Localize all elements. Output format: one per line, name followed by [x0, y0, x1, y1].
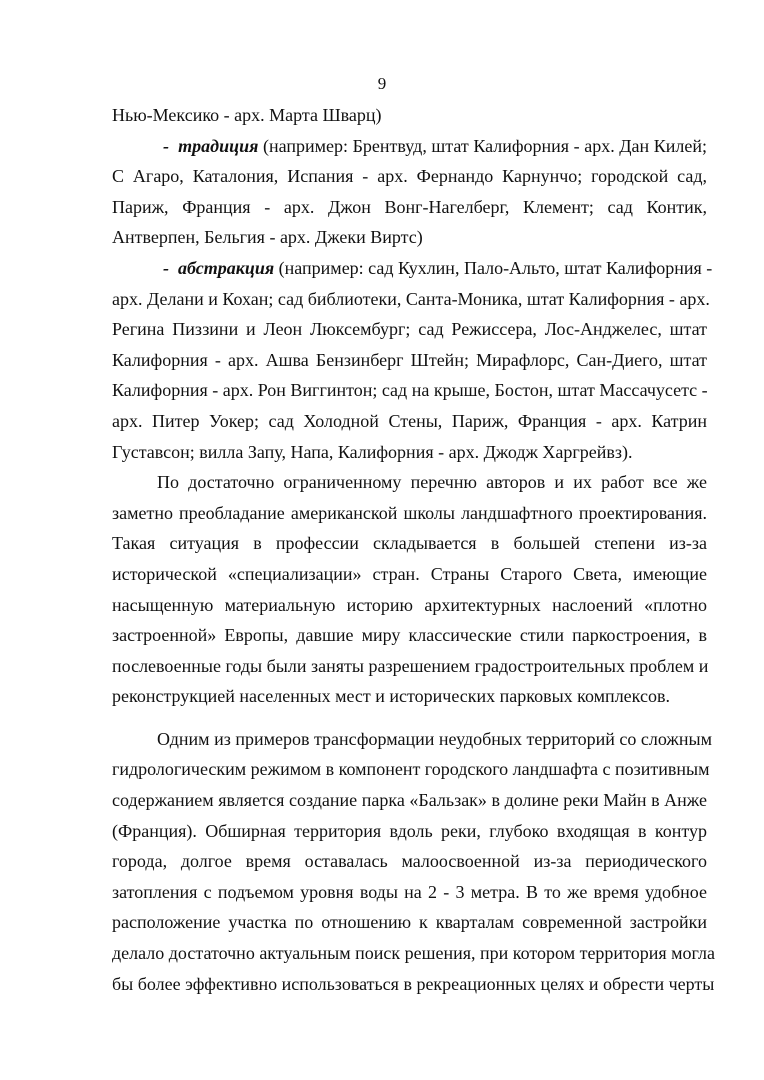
text-line: Такая ситуация в профессии складывается в большей степени из-за	[112, 533, 707, 554]
text-line: (Франция). Обширная территория вдоль реки, глубоко входящая в контур	[112, 820, 707, 841]
list-dash: -	[163, 257, 169, 278]
text-line: делало достаточно актуальным поиск решения, при котором территория могла	[112, 943, 715, 964]
text-line: Париж, Франция - арх. Джон Вонг-Нагелберг, Клемент; сад Контик,	[112, 196, 707, 217]
text-line: исторической «специализации» стран. Страны Старого Света, имеющие	[112, 563, 707, 584]
text-line: Калифорния - арх. Рон Виггинтон; сад на крыше, Бостон, штат Массачусетс -	[112, 380, 708, 401]
text-line: С Агаро, Каталония, Испания - арх. Фернандо Карнунчо; городской сад,	[112, 166, 707, 187]
text-line: насыщенную материальную историю архитектурных наслоений «плотно	[112, 594, 707, 615]
text-line: Густавсон; вилла Запу, Напа, Калифорния - арх. Джодж Харгрейвз).	[112, 441, 633, 462]
text-line: послевоенные годы были заняты разрешением градостроительных проблем и	[112, 655, 709, 676]
paragraph-spacer	[112, 712, 707, 724]
text-line: Нью-Мексико - арх. Марта Шварц)	[112, 105, 382, 125]
text-line: арх. Питер Уокер; сад Холодной Стены, Париж, Франция - арх. Катрин	[112, 410, 707, 431]
term-abstraction: абстракция	[178, 257, 275, 278]
paragraph-2-line: Одним из примеров трансформации неудобных территорий со сложным	[157, 728, 712, 749]
text-line: содержанием является создание парка «Бальзак» в долине реки Майн в Анже	[112, 790, 707, 811]
text-line: гидрологическим режимом в компонент городского ландшафта с позитивным	[112, 759, 710, 780]
list-item-tradition-line	[112, 131, 707, 162]
text-line: Антверпен, Бельгия - арх. Джеки Виртс)	[112, 227, 423, 248]
text-line: заметно преобладание американской школы ландшафтного проектирования.	[112, 502, 707, 523]
page-number: 9	[377, 74, 387, 93]
text-line: застроенной» Европы, давшие миру классические стили паркостроения, в	[112, 625, 707, 646]
text-line: бы более эффективно использоваться в рекреационных целях и обрести черты	[112, 973, 715, 994]
text-line: затопления с подъемом уровня воды на 2 - 3 метра. В то же время удобное	[112, 881, 707, 902]
text-line: города, долгое время оставалась малоосвоенной из-за периодического	[112, 851, 707, 872]
text-line: Калифорния - арх. Ашва Бензинберг Штейн; Мирафлорс, Сан-Диего, штат	[112, 349, 707, 370]
text-span: (например: сад Кухлин, Пало-Альто, штат Калифорния -	[274, 257, 713, 278]
term-tradition: традиция	[178, 135, 259, 156]
text-span: (например: Брентвуд, штат Калифорния - арх. Дан Килей;	[258, 135, 707, 156]
text-line: Регина Пиззини и Леон Люксембург; сад Режиссера, Лос-Анджелес, штат	[112, 319, 707, 340]
text-line: арх. Делани и Кохан; сад библиотеки, Санта-Моника, штат Калифорния - арх.	[112, 288, 710, 309]
text-line: расположение участка по отношению к кварталам современной застройки	[112, 912, 707, 933]
paragraph-1-line: По достаточно ограниченному перечню авторов и их работ все же	[157, 472, 707, 493]
text-line: реконструкцией населенных мест и исторических парковых комплексов.	[112, 686, 670, 707]
list-item-abstraction-line	[112, 253, 713, 284]
text-body	[112, 100, 715, 999]
list-dash: -	[163, 135, 169, 156]
